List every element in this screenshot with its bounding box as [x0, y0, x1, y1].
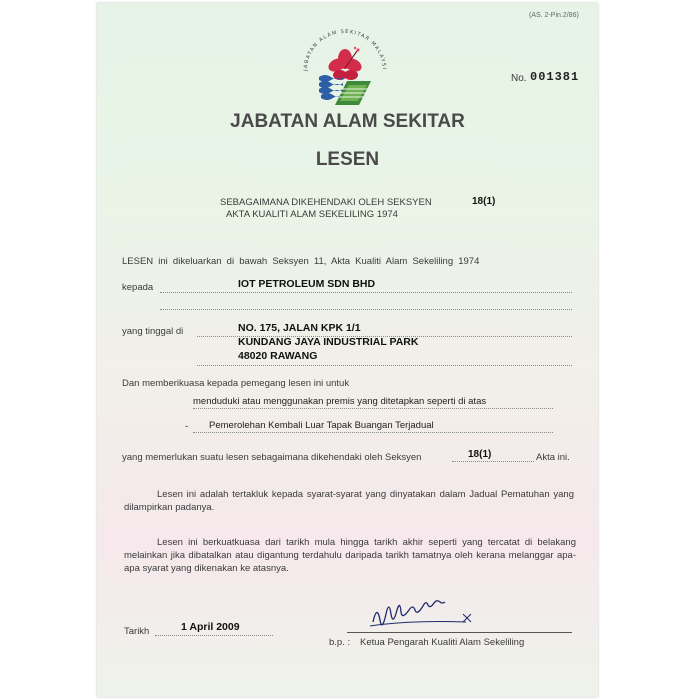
date-label: Tarikh	[124, 626, 150, 637]
to-dotted-line	[160, 292, 572, 293]
header-line-1: SEBAGAIMANA DIKEHENDAKI OLEH SEKSYEN	[220, 197, 432, 208]
signature-image	[367, 600, 497, 640]
requires-suffix: Akta ini.	[536, 452, 570, 463]
header-line-2: AKTA KUALITI ALAM SEKELILING 1974	[226, 209, 398, 220]
hibiscus-icon	[326, 47, 363, 80]
signature-line	[347, 632, 572, 633]
paragraph-conditions: Lesen ini adalah tertakluk kepada syarat-syarat yang dinyatakan dalam Jadual Pematuhan yang dilampirkan padanya.	[124, 489, 574, 513]
licensee-name: IOT PETROLEUM SDN BHD	[238, 278, 376, 290]
purpose-dotted-line	[193, 408, 553, 409]
address-dotted-line-2	[197, 365, 572, 366]
serial-label: No.	[511, 73, 527, 84]
activity-dash: -	[185, 421, 189, 432]
form-reference: (AS. 2-Pin.2/86)	[529, 12, 579, 19]
requires-section: 18(1)	[468, 449, 492, 460]
license-document	[97, 3, 598, 697]
paragraph-validity: Lesen ini berkuatkuasa dari tarikh mula hingga tarikh akhir seperti yang tercatat di belakang melainkan jika dibatalkan atau digantung terdahulu daripada tarikh tamatnya oleh kerana melanggar apa-apa syarat yang dikenakan ke atasnya.	[124, 537, 576, 574]
address-label: yang tinggal di	[122, 326, 184, 337]
date-value: 1 April 2009	[181, 621, 240, 633]
activity-dotted-line	[193, 432, 553, 433]
signature-icon	[367, 600, 497, 640]
header-section: 18(1)	[472, 196, 496, 207]
authorize-line: Dan memberikuasa kepada pemegang lesen ini untuk	[122, 378, 350, 389]
signatory-title: Ketua Pengarah Kualiti Alam Sekeliling	[360, 637, 525, 648]
jas-logo-icon	[297, 23, 393, 111]
bp-label: b.p. :	[329, 637, 351, 648]
serial-number: 001381	[530, 70, 580, 84]
requires-text: yang memerlukan suatu lesen sebagaimana dikehendaki oleh Seksyen	[122, 452, 422, 463]
page-subtitle: LESEN	[315, 149, 380, 170]
address-line-1: NO. 175, JALAN KPK 1/1	[238, 322, 361, 334]
logo-arc-text: JABATAN ALAM SEKITAR MALAYSI	[302, 28, 388, 72]
issued-line: LESEN ini dikeluarkan di bawah Seksyen 11, Akta Kualiti Alam Sekeliling 1974	[122, 256, 480, 267]
date-dotted-line	[155, 635, 273, 636]
authorize-purpose: menduduki atau menggunakan premis yang ditetapkan seperti di atas	[193, 396, 487, 407]
requires-dotted-line	[452, 461, 534, 462]
to-dotted-line-2	[160, 309, 572, 310]
address-line-3: 48020 RAWANG	[238, 350, 318, 362]
address-line-2: KUNDANG JAYA INDUSTRIAL PARK	[238, 336, 419, 348]
page-title: JABATAN ALAM SEKITAR	[230, 111, 465, 132]
activity-text: Pemerolehan Kembali Luar Tapak Buangan Terjadual	[209, 420, 434, 431]
jas-logo	[297, 23, 393, 111]
to-label: kepada	[122, 282, 154, 293]
